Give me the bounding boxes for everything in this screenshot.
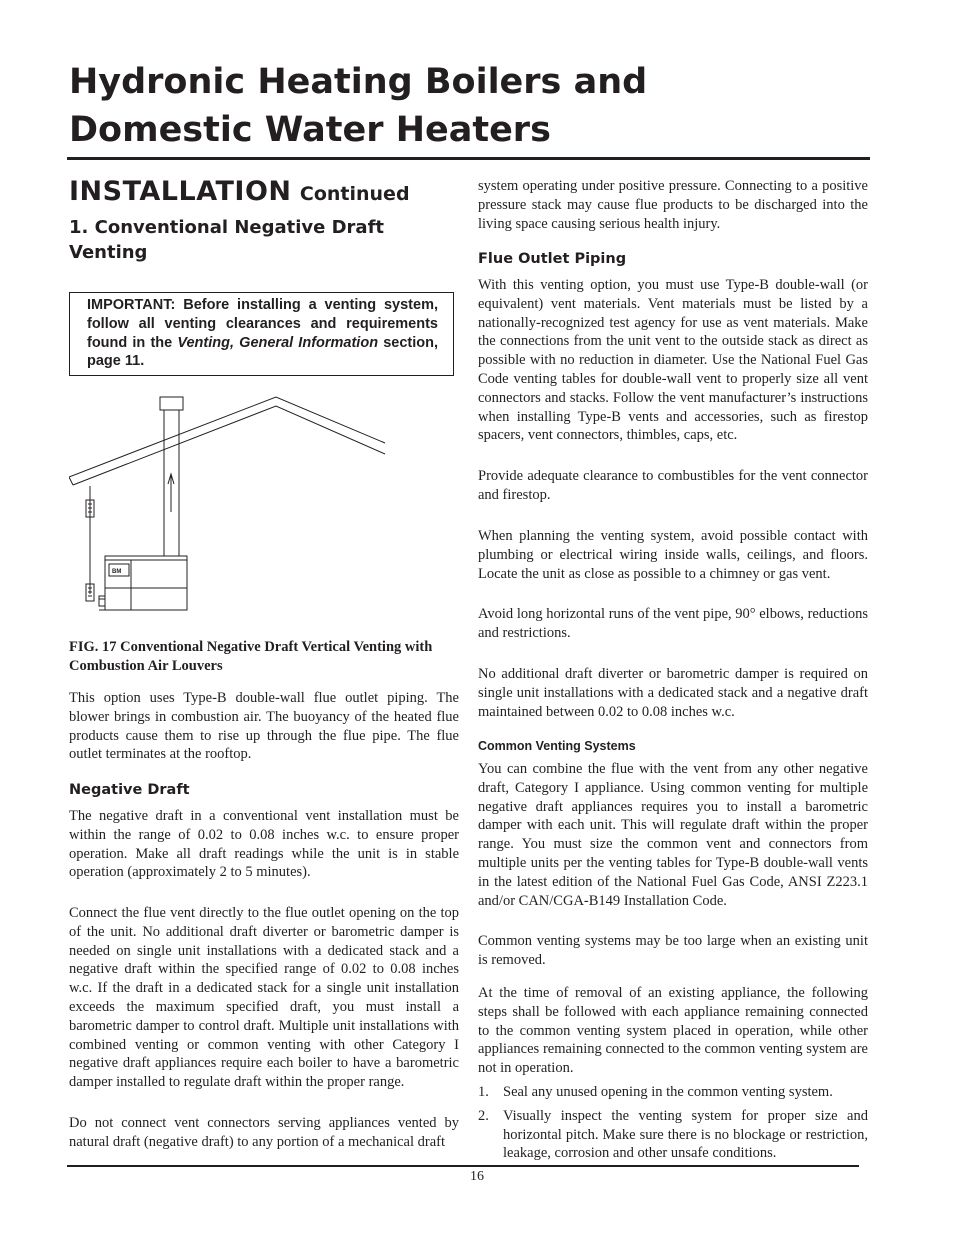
common-venting-heading: Common Venting Systems <box>478 739 636 753</box>
section-heading <box>69 176 459 207</box>
paragraph-too-large: Common venting systems may be too large when an existing unit is removed. <box>478 933 868 968</box>
important-notice-box <box>69 292 454 376</box>
paragraph-type-b-vent: With this venting option, you must use Type-B double-wall (or equivalent) vent materials. Vent materials must be listed by a nationally-recognized test agency for use as vent materials. Make the connections from the unit vent to the outside stack as direct as possible with no reduction in diameter. Use the National Fuel Gas Code venting tables for double-wall vent to properly size all vent connectors and stacks. Follow the vent manufacturer’s instructions when installing Type-B vents and accessories, such as firestop spacers, vent connectors, thimbles, caps, etc. <box>478 277 868 444</box>
step-number: 2. <box>478 1107 489 1124</box>
roof-inner-line <box>73 406 385 485</box>
paragraph-avoid-runs: Avoid long horizontal runs of the vent pipe, 90° elbows, reductions and restrictions. <box>478 606 868 641</box>
paragraph-removal-steps: At the time of removal of an existing appliance, the following steps shall be followed with each appliance remaining connected to the common venting system placed in operation, while other appliances remaining connected to the common venting system are not in operation. <box>478 985 868 1077</box>
vent-cap <box>160 397 183 410</box>
important-lead: IMPORTANT: Before installing a venting system, follow all venting clearances and requirements found in the <box>87 297 438 351</box>
step-text: Seal any unused opening in the common venting system. <box>503 1084 833 1100</box>
step-number: 1. <box>478 1084 489 1100</box>
figure-caption-line-2: Combustion Air Louvers <box>69 657 223 674</box>
list-item <box>478 1107 868 1163</box>
roof-outline <box>69 397 385 477</box>
removal-steps-list <box>478 1083 868 1163</box>
paragraph-planning: When planning the venting system, avoid possible contact with plumbing or electrical wiring inside walls, ceilings, and floors. Locate the unit as close as possible to a chimney or gas vent. <box>478 528 868 582</box>
flue-outlet-piping-heading: Flue Outlet Piping <box>478 251 627 267</box>
title-rule <box>67 157 870 160</box>
important-tail: section, page 11. <box>87 334 439 370</box>
title-line-2: Domestic Water Heaters <box>69 110 551 150</box>
paragraph-connect-flue-vent: Connect the flue vent directly to the flue outlet opening on the top of the unit. No additional draft diverter or barometric damper is needed on single unit installations with a dedicated stack and a negative draft within the specified range of 0.02 to 0.08 inches w.c. If the draft in a dedicated stack for a single unit installation exceeds the maximum specified draft, you must install a barometric damper to control draft. Multiple unit installations with combined venting or common venting with other Category I negative draft appliances require each boiler to have a barometric damper installed to regulate draft within the proper range. <box>69 905 459 1091</box>
paragraph-option-overview: This option uses Type-B double-wall flue outlet piping. The blower brings in combustion air. The buoyancy of the heated flue products cause them to rise up through the flue pipe. The flue outlet terminates at the rooftop. <box>69 690 459 763</box>
venting-diagram-illustration <box>69 394 389 629</box>
title-line-1: Hydronic Heating Boilers and <box>69 62 648 102</box>
step-text: Visually inspect the venting system for proper size and horizontal pitch. Make sure there is no blockage or restriction, leakage, corrosion and other unsafe conditions. <box>503 1107 868 1162</box>
subsection-heading <box>69 215 459 265</box>
paragraph-common-venting: You can combine the flue with the vent from any other negative draft, Category I appliance. Using common venting for multiple negative draft appliances requires you to install a barometric damper with each unit. This will regulate draft within the proper range. You must size the common vent and connectors from multiple units per the venting tables for Type-B double-wall vents in the latest edition of the National Fuel Gas Code, ANSI Z223.1 and/or CAN/CGA-B149 Installation Code. <box>478 761 868 909</box>
important-reference: Venting, General Information <box>177 334 379 351</box>
negative-draft-heading: Negative Draft <box>69 782 190 798</box>
section-title: INSTALLATION <box>69 176 292 207</box>
unit-label: BM <box>112 569 122 575</box>
page-number: 16 <box>470 1169 484 1184</box>
subsection-title-line-2: Venting <box>69 242 148 263</box>
paragraph-positive-pressure: system operating under positive pressure. Connecting to a positive pressure stack may cause flue products to be discharged into the living space causing serious health injury. <box>478 178 868 232</box>
subsection-title-line-1: 1. Conventional Negative Draft <box>69 217 384 238</box>
section-title-suffix: Continued <box>299 183 410 205</box>
paragraph-negative-draft-range: The negative draft in a conventional vent installation must be within the range of 0.02 to 0.08 inches w.c. to ensure proper operation. Make all draft readings while the unit is in stable operation (approximately 2 to 5 minutes). <box>69 808 459 881</box>
paragraph-do-not-connect: Do not connect vent connectors serving appliances vented by natural draft (negative draft) to any portion of a mechanical draft <box>69 1115 459 1150</box>
venting-figure <box>69 394 389 629</box>
document-title <box>69 58 889 154</box>
footer-rule <box>67 1165 859 1167</box>
important-notice-text <box>87 296 438 371</box>
figure-caption-line-1: FIG. 17 Conventional Negative Draft Vertical Venting with <box>69 639 433 655</box>
paragraph-no-diverter: No additional draft diverter or barometric damper is required on single unit installations with a dedicated stack and a negative draft maintained between 0.02 to 0.08 inches w.c. <box>478 666 868 720</box>
figure-caption <box>69 638 459 676</box>
paragraph-clearance: Provide adequate clearance to combustibles for the vent connector and firestop. <box>478 468 868 503</box>
list-item <box>478 1083 868 1102</box>
